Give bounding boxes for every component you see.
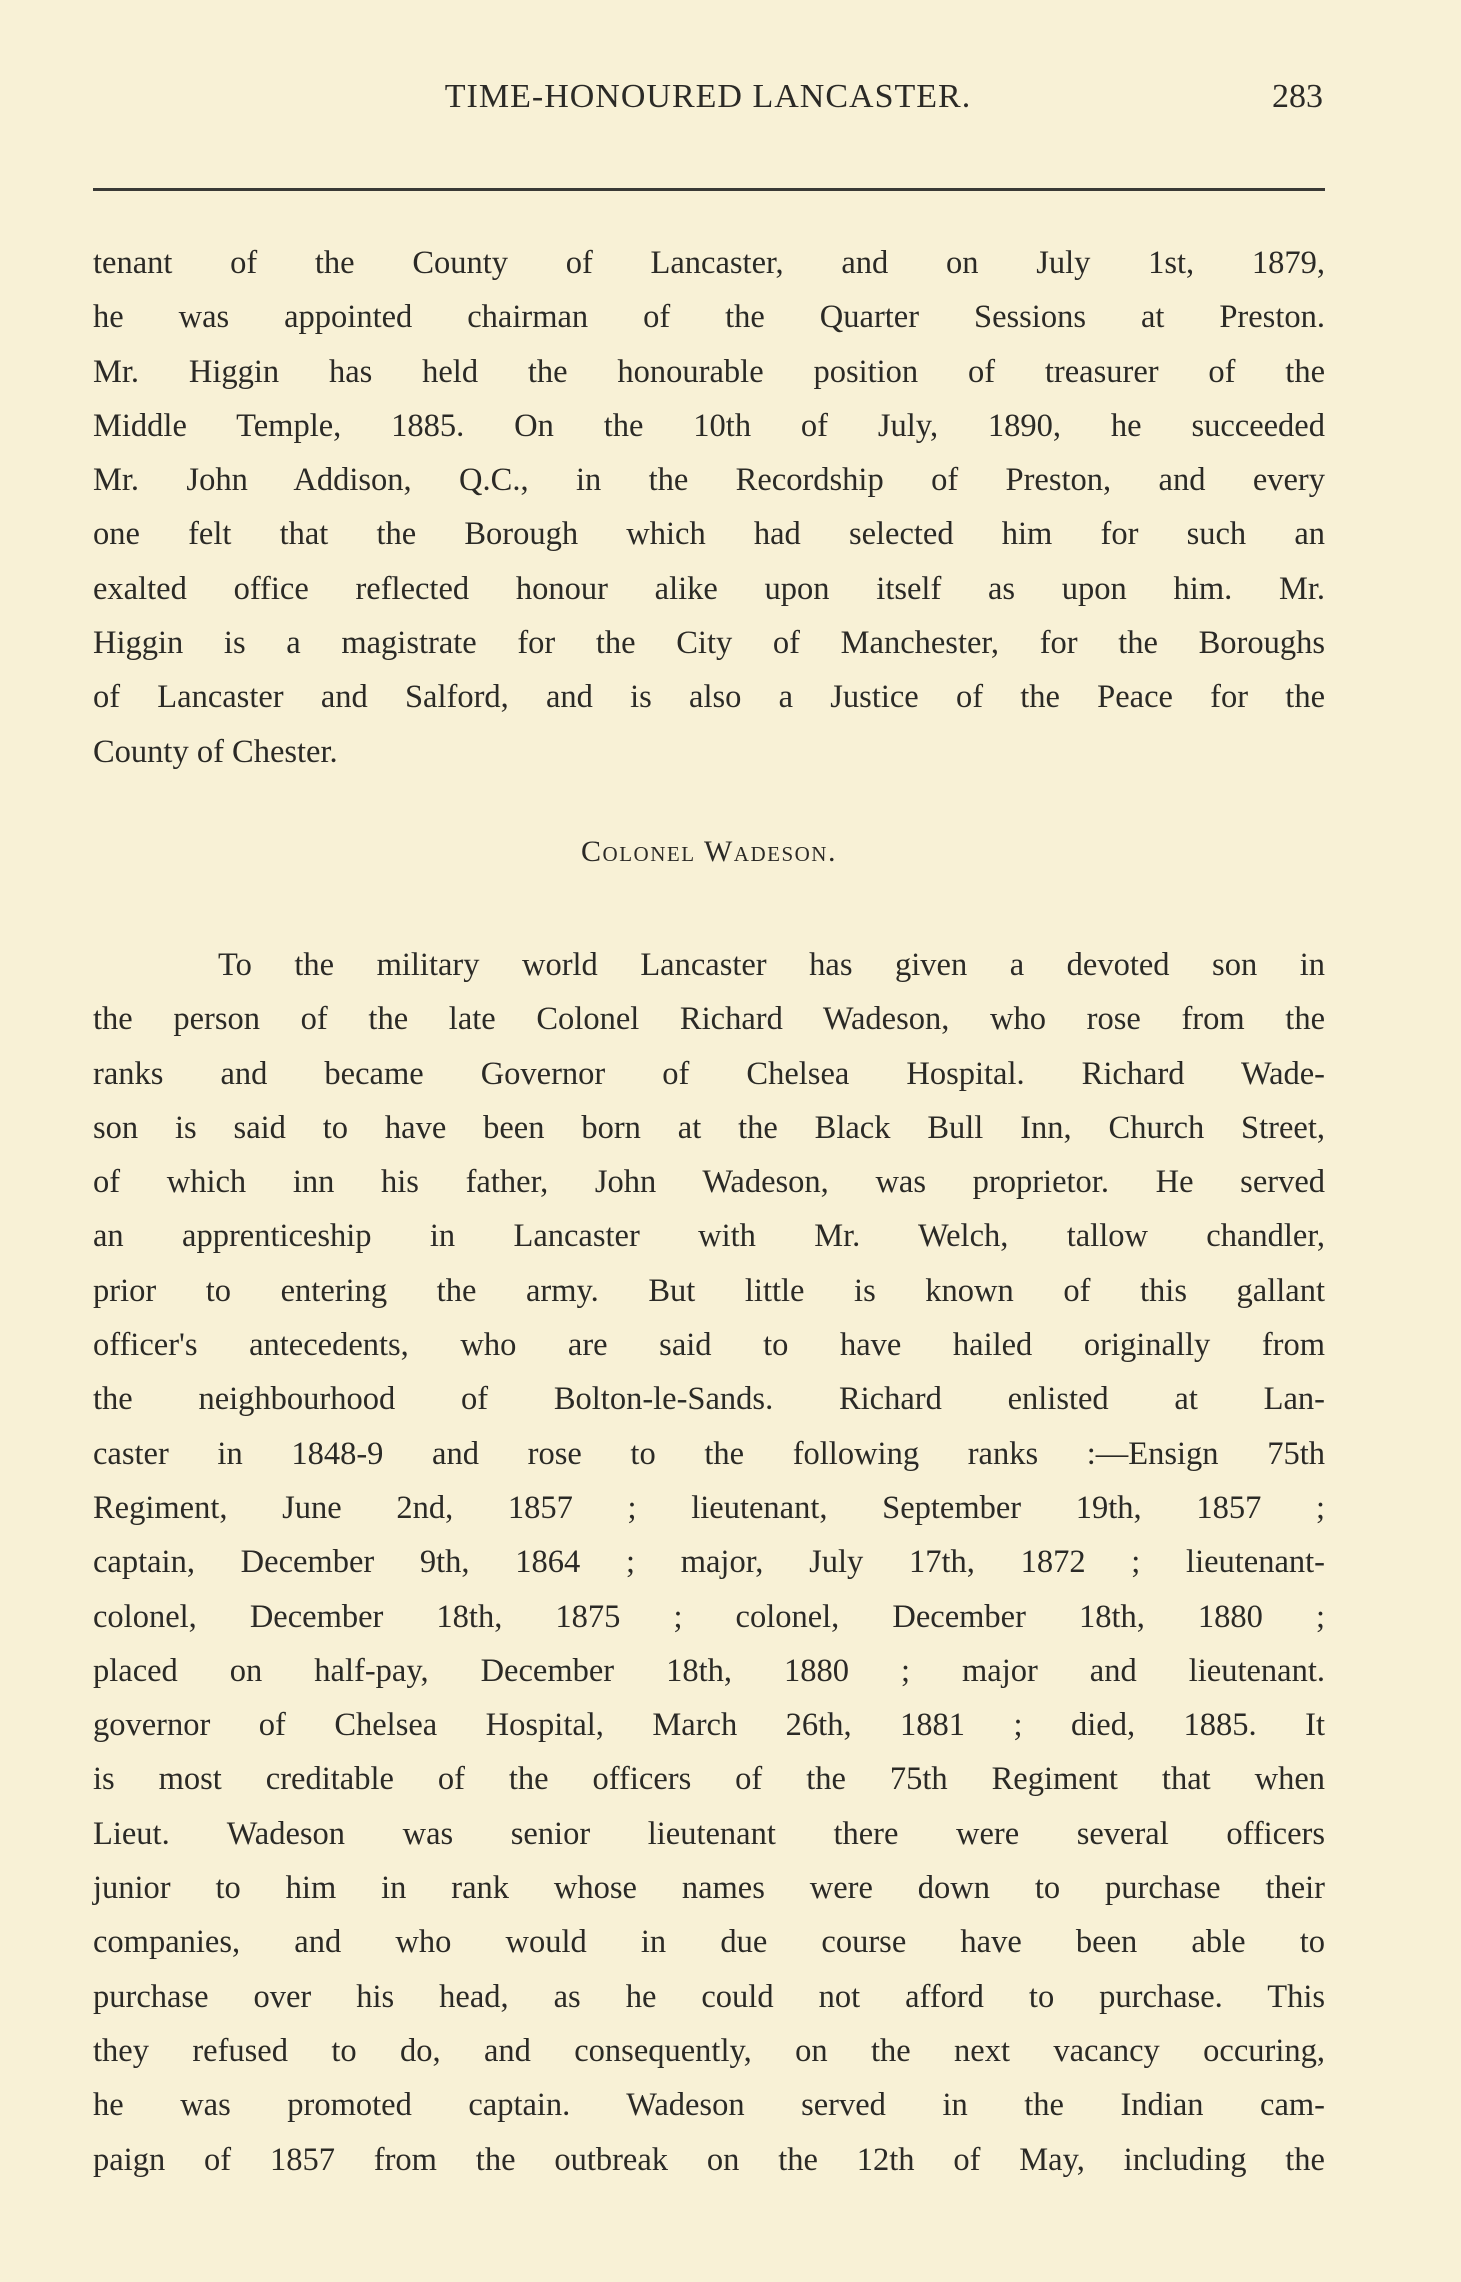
text-line: County of Chester. xyxy=(93,733,338,770)
running-title: TIME-HONOURED LANCASTER. xyxy=(444,78,972,115)
text-line: he was promoted captain. Wadeson served in the Indian cam- xyxy=(93,2087,1325,2124)
text-line: he was appointed chairman of the Quarter Sessions at Preston. xyxy=(93,299,1325,336)
text-line: ranks and became Governor of Chelsea Hospital. Richard Wade- xyxy=(93,1055,1325,1092)
text-line: Higgin is a magistrate for the City of Manchester, for the Boroughs xyxy=(93,625,1325,662)
text-line: Regiment, June 2nd, 1857 ; lieutenant, September 19th, 1857 ; xyxy=(93,1489,1325,1526)
text-line: the person of the late Colonel Richard Wadeson, who rose from the xyxy=(93,1001,1325,1038)
text-line: they refused to do, and consequently, on the next vacancy occuring, xyxy=(93,2032,1325,2069)
text-line: tenant of the County of Lancaster, and on July 1st, 1879, xyxy=(93,245,1325,281)
text-line: caster in 1848-9 and rose to the following ranks :—Ensign 75th xyxy=(93,1435,1325,1472)
text-line: governor of Chelsea Hospital, March 26th, 1881 ; died, 1885. It xyxy=(93,1707,1325,1744)
text-line: purchase over his head, as he could not afford to purchase. This xyxy=(93,1978,1325,2015)
text-line: of Lancaster and Salford, and is also a Justice of the Peace for the xyxy=(93,679,1325,716)
text-line: captain, December 9th, 1864 ; major, July 17th, 1872 ; lieutenant- xyxy=(93,1544,1325,1581)
text-line: placed on half-pay, December 18th, 1880 ; major and lieutenant. xyxy=(93,1652,1325,1689)
header-rule xyxy=(93,188,1325,191)
text-line: Lieut. Wadeson was senior lieutenant there were several officers xyxy=(93,1815,1325,1852)
text-line: Mr. Higgin has held the honourable position of treasurer of the xyxy=(93,353,1325,390)
text-line: Mr. John Addison, Q.C., in the Recordship of Preston, and every xyxy=(93,462,1325,499)
text-line: colonel, December 18th, 1875 ; colonel, December 18th, 1880 ; xyxy=(93,1598,1325,1635)
running-head xyxy=(93,78,1323,128)
paragraph-2 xyxy=(93,938,1325,2187)
text-line: an apprenticeship in Lancaster with Mr. Welch, tallow chandler, xyxy=(93,1218,1325,1255)
text-line: the neighbourhood of Bolton-le-Sands. Richard enlisted at Lan- xyxy=(93,1381,1325,1418)
text-line: Middle Temple, 1885. On the 10th of July, 1890, he succeeded xyxy=(93,407,1325,444)
paragraph-1 xyxy=(93,236,1325,779)
text-line: prior to entering the army. But little is known of this gallant xyxy=(93,1272,1325,1309)
text-line: paign of 1857 from the outbreak on the 12th of May, including the xyxy=(93,2141,1325,2178)
text-line: exalted office reflected honour alike upon itself as upon him. Mr. xyxy=(93,570,1325,607)
text-line: junior to him in rank whose names were down to purchase their xyxy=(93,1870,1325,1907)
text-line: one felt that the Borough which had selected him for such an xyxy=(93,516,1325,553)
text-line: son is said to have been born at the Black Bull Inn, Church Street, xyxy=(93,1109,1325,1146)
section-heading: Colonel Wadeson. xyxy=(581,835,837,868)
text-line: officer's antecedents, who are said to have hailed originally from xyxy=(93,1327,1325,1364)
page-number: 283 xyxy=(1272,78,1323,115)
text-line: companies, and who would in due course have been able to xyxy=(93,1924,1325,1961)
text-line: of which inn his father, John Wadeson, was proprietor. He served xyxy=(93,1164,1325,1201)
text-line: To the military world Lancaster has given a devoted son in xyxy=(218,947,1325,983)
text-line: is most creditable of the officers of the 75th Regiment that when xyxy=(93,1761,1325,1798)
